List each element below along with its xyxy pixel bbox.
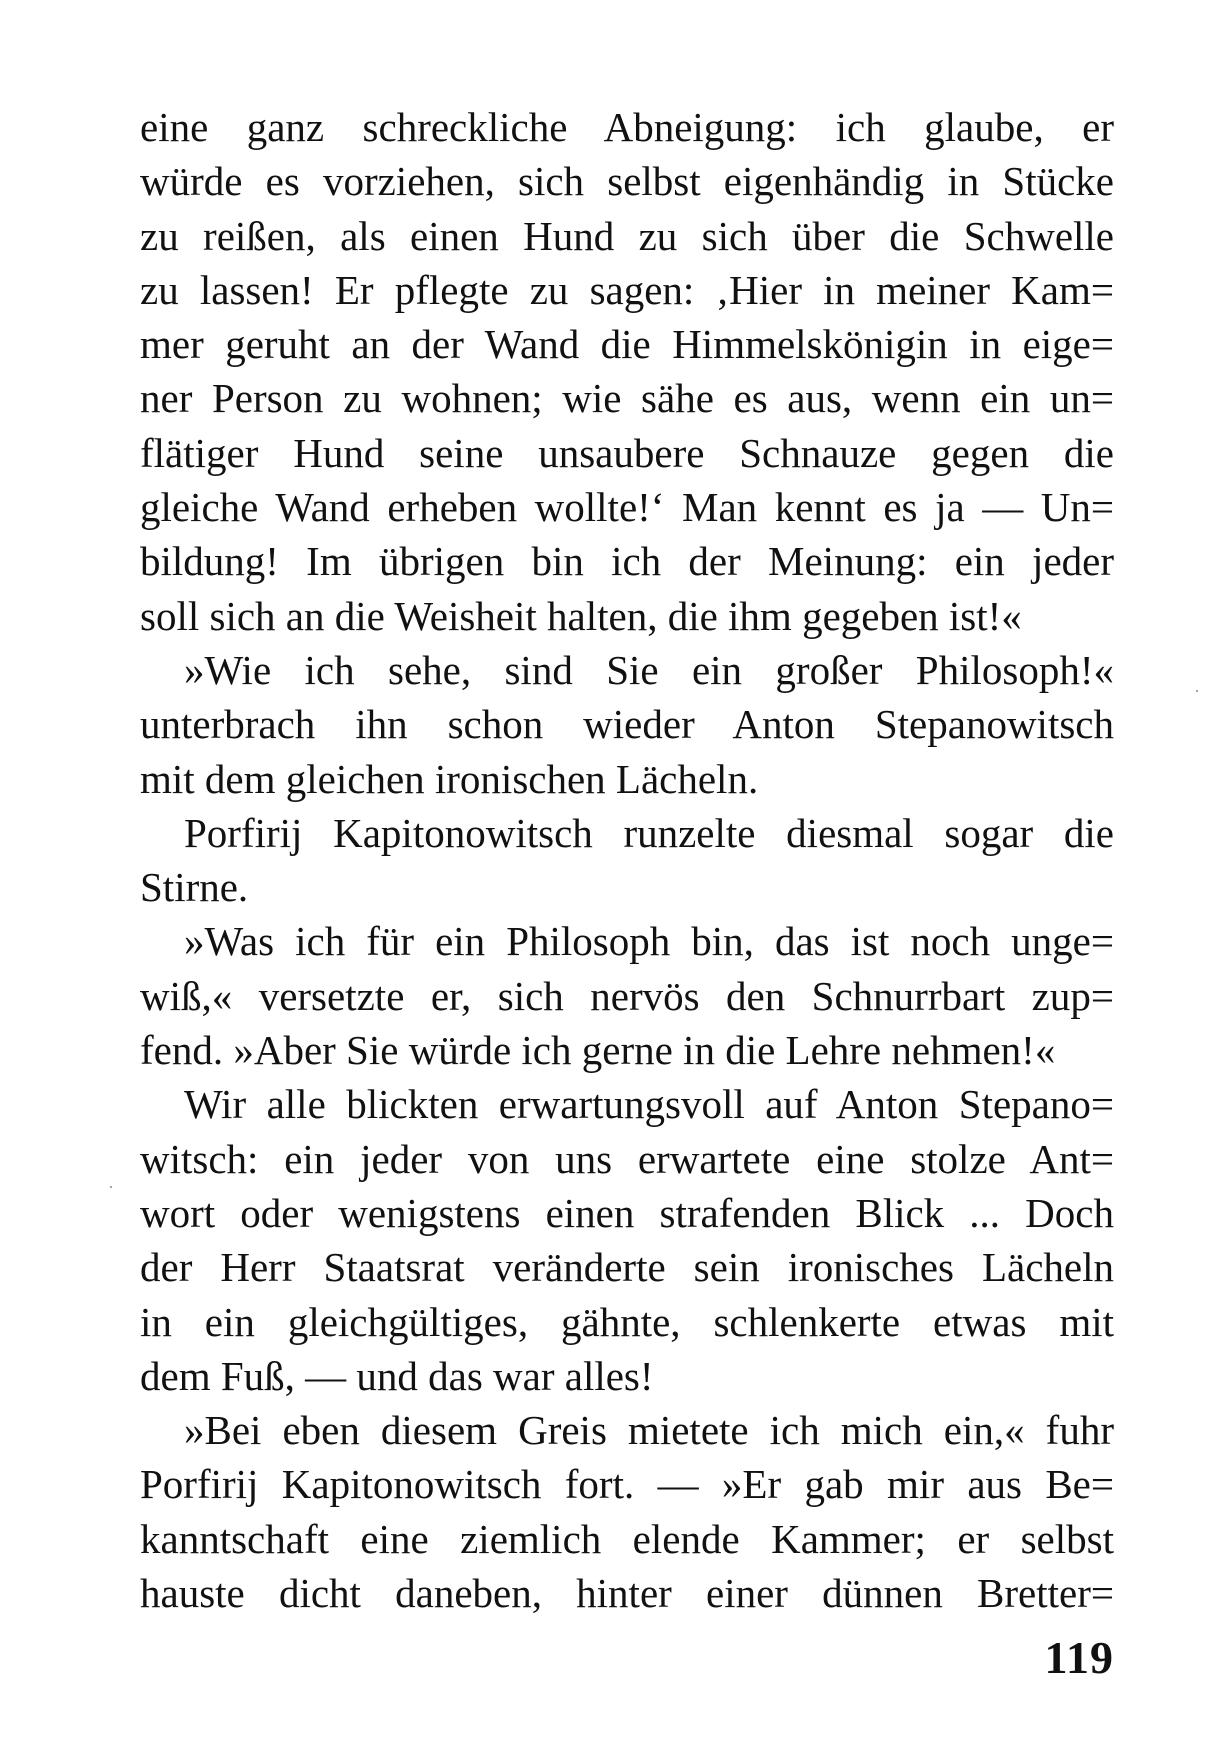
paper-speck — [110, 1186, 112, 1188]
text-line: fend. »Aber Sie würde ich gerne in die Lehre nehmen!« — [140, 1027, 1056, 1074]
text-line: flätiger Hund seine unsaubere Schnauze gegen die — [140, 429, 1114, 476]
text-line: »Wie ich sehe, sind Sie ein großer Philosoph!« — [184, 646, 1114, 693]
text-line: ner Person zu wohnen; wie sähe es aus, wenn ein un= — [140, 375, 1114, 422]
text-line: bildung! Im übrigen bin ich der Meinung: ein jeder — [140, 538, 1114, 585]
text-line: der Herr Staatsrat veränderte sein ironisches Lächeln — [140, 1244, 1114, 1291]
text-line: mit dem gleichen ironischen Lächeln. — [140, 755, 759, 802]
text-line: kanntschaft eine ziemlich elende Kammer; er selbst — [140, 1515, 1114, 1562]
text-line: wiß,« versetzte er, sich nervös den Schnurrbart zup= — [140, 972, 1114, 1019]
text-line: soll sich an die Weisheit halten, die ihm gegeben ist!« — [140, 592, 1022, 639]
text-line: hauste dicht daneben, hinter einer dünnen Bretter= — [140, 1570, 1114, 1617]
text-line: witsch: ein jeder von uns erwartete eine stolze Ant= — [140, 1135, 1114, 1182]
text-line: Stirne. — [140, 864, 249, 911]
text-line: »Was ich für ein Philosoph bin, das ist noch unge= — [184, 918, 1114, 965]
text-line: »Bei eben diesem Greis mietete ich mich ein,« fuhr — [184, 1407, 1114, 1454]
text-line: Wir alle blickten erwartungsvoll auf Anton Stepano= — [184, 1081, 1114, 1128]
paper-speck — [1196, 690, 1198, 692]
text-line: würde es vorziehen, sich selbst eigenhändig in Stücke — [140, 158, 1114, 205]
text-line: dem Fuß, — und das war alles! — [140, 1352, 654, 1399]
text-line: Porfirij Kapitonowitsch runzelte diesmal sogar die — [184, 809, 1114, 856]
body-text — [140, 100, 1114, 1620]
text-line: zu reißen, als einen Hund zu sich über die Schwelle — [140, 212, 1114, 259]
text-line: mer geruht an der Wand die Himmelskönigin in eige= — [140, 321, 1114, 368]
page-number: 119 — [1044, 1632, 1114, 1683]
text-line: zu lassen! Er pflegte zu sagen: ‚Hier in meiner Kam= — [140, 266, 1114, 313]
text-line: wort oder wenigstens einen strafenden Blick ... Doch — [140, 1189, 1114, 1236]
text-line: in ein gleichgültiges, gähnte, schlenkerte etwas mit — [140, 1298, 1114, 1345]
text-line: unterbrach ihn schon wieder Anton Stepanowitsch — [140, 701, 1114, 748]
text-line: eine ganz schreckliche Abneigung: ich glaube, er — [140, 104, 1114, 150]
text-line: Porfirij Kapitonowitsch fort. — »Er gab mir aus Be= — [140, 1461, 1114, 1508]
text-line: gleiche Wand erheben wollte!‘ Man kennt es ja — Un= — [140, 484, 1114, 531]
